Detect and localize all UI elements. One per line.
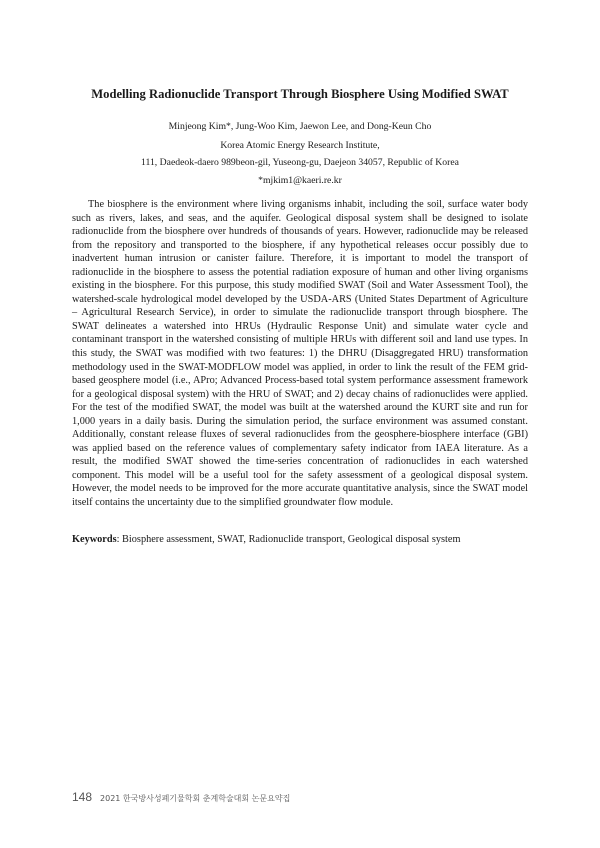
paper-title: Modelling Radionuclide Transport Through Biosphere Using Modified SWAT <box>91 87 509 101</box>
page-number: 148 <box>72 790 93 804</box>
author-email: *mjkim1@kaeri.re.kr <box>258 175 342 186</box>
keywords-text: : Biosphere assessment, SWAT, Radionuclide transport, Geological disposal system <box>116 534 461 545</box>
keywords-line <box>72 533 528 547</box>
keywords-label: Keywords <box>72 534 117 545</box>
author-list: Minjeong Kim*, Jung-Woo Kim, Jaewon Lee, and Dong-Keun Cho <box>168 121 432 132</box>
address: 111, Daedeok-daero 989beon-gil, Yuseong-gu, Daejeon 34057, Republic of Korea <box>141 157 459 168</box>
page-footer <box>72 790 290 804</box>
affiliation: Korea Atomic Energy Research Institute, <box>220 140 380 151</box>
abstract-body: The biosphere is the environment where living organisms inhabit, including the soil, surface water body such as rivers, lakes, and seas, and the aquifer. Geological disposal system shall be designed to isolate radionuclide from the biosphere over hundreds of thousands of years. However, radionuclide may be released from the repository and transported to the biosphere, if any hypothetical releases occur possibly due to inadvertent human intrusion or canister failure. Therefore, it is important to model the transport of radionuclide in the biosphere to assess the potential radiation exposure of human and other living organisms existing in the biosphere. For this purpose, this study modified SWAT (Soil and Water Assessment Tool), the watershed-scale hydrological model developed by the USDA-ARS (United States Department of Agriculture – Agricultural Research Service), in order to simulate the radionuclide transport through biosphere. The SWAT delineates a watershed into HRUs (Hydraulic Response Unit) and simulate water cycle and contaminant transport in the watershed consisting of multiple HRUs with different soil and land use types. In this study, the SWAT was modified with two features: 1) the DHRU (Disaggregated HRU) transformation methodology used in the SWAT-MODFLOW model was applied, in order to link the result of the FEM grid-based geosphere model (i.e., APro; Advanced Process-based total system performance assessment framework for a geological disposal system) with the HRU of SWAT; and 2) decay chains of radionuclides were applied. For the test of the modified SWAT, the model was built at the watershed around the KURT site and run for 1,000 years in a daily basis. During the simulation period, the surface environment was assumed constant. Additionally, constant release fluxes of several radionuclides from the geosphere-biosphere interface (GBI) was applied based on the reference values of complementary safety indicator from IAEA literature. As a result, the modified SWAT showed the time-series concentration of radionuclides in each watershed component. This model will be a useful tool for the safety assessment of a geological disposal system. However, the model needs to be improved for the more accurate quantitative analysis, since the SWAT model itself contains the uncertainty due to the simplified groundwater flow module. <box>72 199 528 509</box>
proceedings-title: 2021 한국방사성폐기물학회 춘계학술대회 논문요약집 <box>100 794 291 803</box>
